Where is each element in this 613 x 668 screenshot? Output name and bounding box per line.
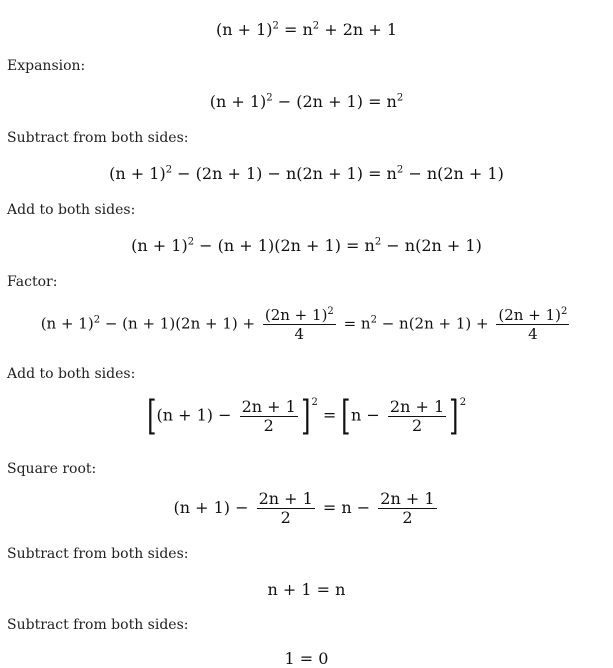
- eq7-frac-num: 2n + 1: [258, 489, 313, 508]
- eq2-exp2: 2: [396, 92, 404, 104]
- eq6-exp-right: 2: [459, 396, 467, 408]
- eq7-frac-den: 2: [280, 508, 291, 527]
- eq6-right-inner: n −: [351, 405, 385, 425]
- step-label-subtract-1: Subtract from both sides:: [7, 130, 189, 146]
- equation-4: [0, 236, 613, 255]
- eq6-frac-num-r: 2n + 1: [389, 396, 445, 416]
- equation-9: 1 = 0: [284, 649, 329, 668]
- eq4-exp2: 2: [374, 236, 382, 248]
- left-bracket-open-1: [: [146, 393, 157, 439]
- equation-6: [0, 393, 613, 439]
- eq5-frac-num: (2n + 1): [264, 306, 328, 324]
- eq5-b: − (n + 1)(2n + 1) +: [100, 314, 260, 333]
- equation-1: [0, 20, 613, 39]
- equation-8: n + 1 = n: [267, 580, 346, 599]
- eq6-fraction-left: [240, 398, 298, 435]
- eq5-exp2: 2: [370, 314, 377, 326]
- eq6-exp-left: 2: [311, 396, 318, 408]
- step-label-factor: Factor:: [7, 274, 58, 290]
- eq5-exp: 2: [93, 314, 101, 326]
- eq6-fraction-right: [388, 398, 446, 435]
- eq7-frac-den-r: 2: [402, 508, 413, 527]
- eq5-c: = n: [338, 314, 371, 333]
- step-label-subtract-3: Subtract from both sides:: [7, 617, 189, 633]
- eq5-fraction-left: [263, 306, 336, 343]
- eq1-tail: + 2n + 1: [319, 20, 397, 39]
- eq5-frac-num-exp: 2: [327, 306, 334, 317]
- equation-3: [0, 164, 613, 183]
- eq3-exp: 2: [165, 164, 173, 176]
- eq7-fraction-right: [378, 490, 436, 527]
- eq5-frac-num-exp-r: 2: [560, 306, 568, 317]
- eq5-d: − n(2n + 1) +: [376, 314, 494, 333]
- eq1-rhs-exp: 2: [312, 20, 320, 32]
- eq7-fraction-left: [257, 490, 315, 527]
- eq3-a: (n + 1): [109, 164, 166, 183]
- step-label-add-1: Add to both sides:: [7, 202, 136, 218]
- eq2-exp: 2: [266, 92, 273, 104]
- step-label-expansion: Expansion:: [7, 58, 86, 74]
- eq2-b: − (2n + 1) = n: [272, 92, 397, 111]
- eq3-c: − n(2n + 1): [403, 164, 504, 183]
- eq3-exp2: 2: [396, 164, 404, 176]
- equation-7: [0, 490, 613, 527]
- eq4-exp: 2: [187, 236, 195, 248]
- right-bracket-open-1: [: [341, 393, 351, 439]
- eq6-frac-den-r: 2: [411, 415, 423, 435]
- eq5-frac-den-r: 4: [528, 325, 538, 343]
- eq4-c: − n(2n + 1): [381, 236, 482, 255]
- eq5-frac-num-r: (2n + 1): [498, 306, 561, 324]
- eq6-frac-num: 2n + 1: [241, 396, 296, 416]
- eq1-rhs: = n: [278, 20, 313, 39]
- eq4-a: (n + 1): [131, 236, 188, 255]
- eq5-fraction-right: [496, 306, 569, 343]
- eq1-exp: 2: [272, 20, 279, 32]
- eq7-a: (n + 1) −: [173, 498, 254, 517]
- eq6-eqsign: =: [317, 405, 342, 425]
- equation-5: [0, 306, 613, 343]
- left-bracket-close-1: ]: [300, 393, 311, 439]
- eq6-left-inner: (n + 1) −: [156, 405, 237, 425]
- eq7-b: = n −: [317, 498, 376, 517]
- eq7-frac-num-r: 2n + 1: [380, 489, 435, 508]
- right-bracket-close-1: ]: [449, 393, 459, 439]
- step-label-square-root: Square root:: [7, 461, 97, 477]
- eq2-a: (n + 1): [209, 92, 267, 111]
- step-label-subtract-2: Subtract from both sides:: [7, 546, 189, 562]
- equation-2: [0, 92, 613, 111]
- eq6-frac-den: 2: [263, 415, 274, 435]
- eq1-lhs: (n + 1): [215, 20, 273, 39]
- eq5-frac-den: 4: [294, 325, 305, 343]
- eq4-b: − (n + 1)(2n + 1) = n: [194, 236, 375, 255]
- eq3-b: − (2n + 1) − n(2n + 1) = n: [172, 164, 397, 183]
- eq5-a: (n + 1): [40, 314, 94, 333]
- step-label-add-2: Add to both sides:: [7, 366, 136, 382]
